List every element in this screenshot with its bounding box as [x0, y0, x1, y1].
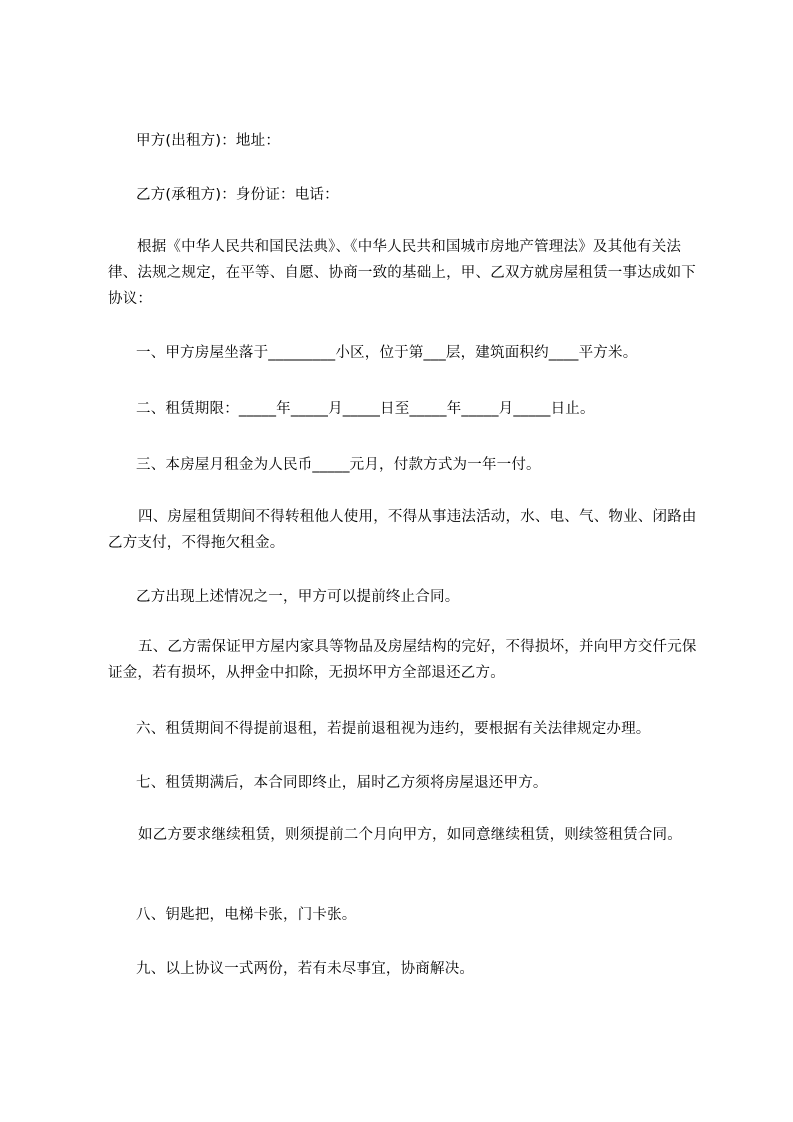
clause-4: 四、房屋租赁期间不得转租他人使用，不得从事违法活动，水、电、气、物业、闭路由乙方支付，不得拖欠租金。 [108, 509, 697, 551]
clause-1: 一、甲方房屋坐落于_________小区，位于第___层，建筑面积约____平方米。 [136, 345, 638, 361]
clause-7-note: 如乙方要求继续租赁，则须提前二个月向甲方，如同意继续租赁，则续签租赁合同。 [138, 827, 682, 843]
clause-6: 六、租赁期间不得提前退租，若提前退租视为违约，要根据有关法律规定办理。 [136, 721, 651, 737]
clause-5: 五、乙方需保证甲方屋内家具等物品及房屋结构的完好，不得损坏，并向甲方交仟元保证金，若有损坏，从押金中扣除，无损坏甲方全部退还乙方。 [108, 639, 697, 681]
clause-9: 九、以上协议一式两份，若有未尽事宜，协商解决。 [136, 961, 475, 977]
preamble-paragraph: 根据《中华人民共和国民法典》、《中华人民共和国城市房地产管理法》及其他有关法律、法规之规定，在平等、自愿、协商一致的基础上，甲、乙双方就房屋租赁一事达成如下协议： [108, 239, 696, 307]
party-a-line: 甲方(出租方)：地址： [136, 133, 281, 149]
clause-7: 七、租赁期满后，本合同即终止，届时乙方须将房屋退还甲方。 [136, 775, 548, 791]
party-b-line: 乙方(承租方)：身份证：电话： [136, 187, 339, 203]
clause-3: 三、本房屋月租金为人民币_____元月，付款方式为一年一付。 [136, 457, 541, 473]
clause-4-note: 乙方出现上述情况之一，甲方可以提前终止合同。 [136, 589, 460, 605]
clause-8: 八、钥匙把，电梯卡张，门卡张。 [136, 907, 357, 923]
clause-2: 二、租赁期限：_____年_____月_____日至_____年_____月_____日止。 [136, 401, 595, 417]
